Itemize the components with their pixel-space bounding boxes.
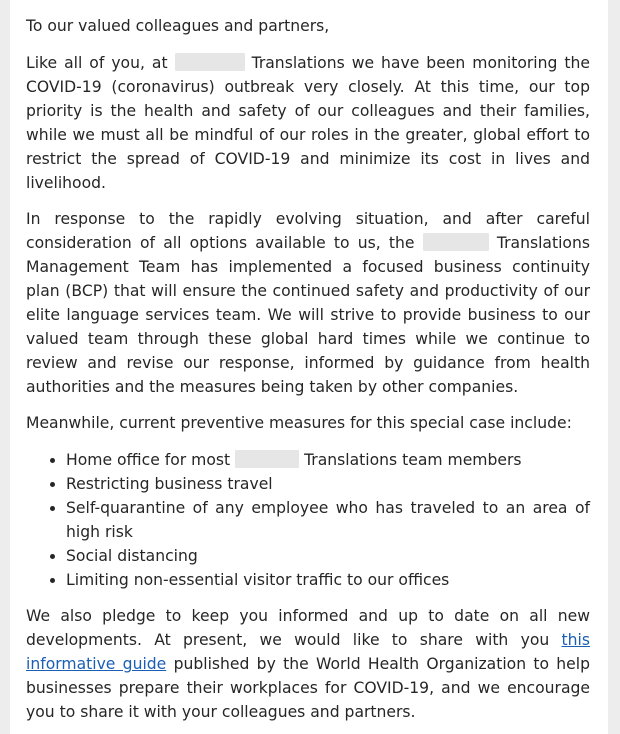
paragraph-text: Translations we have been monitoring the COVID-19 (coronavirus) outbreak very closely. At this time, our top priority is the health and safety of our colleagues and their families, while we must all be mindful of our roles in the greater, global effort to restrict the spread of COVID-19 and minimize its cost in lives and livelihood.: [26, 54, 590, 192]
paragraph-monitoring: [26, 51, 590, 195]
list-item-text: Translations team members: [304, 451, 522, 469]
list-item: • Social distancing: [66, 544, 590, 568]
paragraph-pledge: [26, 604, 590, 724]
email-body: [10, 0, 608, 734]
paragraph-response: [26, 207, 590, 399]
list-item-text: Home office for most: [66, 451, 231, 469]
redacted-company-name: [175, 53, 245, 71]
list-item: • Self-quarantine of any employee who has traveled to an area of high risk: [66, 496, 590, 544]
message-content: [26, 14, 590, 724]
redacted-company-name: [423, 233, 489, 251]
paragraph-measures-intro: Meanwhile, current preventive measures for this special case include:: [26, 414, 572, 432]
list-item: • Restricting business travel: [66, 472, 590, 496]
paragraph-text: We also pledge to keep you informed and up to date on all new developments. At present, we would like to share with you: [26, 607, 590, 649]
greeting: To our valued colleagues and partners,: [26, 17, 330, 35]
paragraph-text: Like all of you, at: [26, 54, 168, 72]
list-item: [66, 448, 590, 472]
measures-list: [26, 448, 590, 592]
paragraph-text: Translations Management Team has implemented a focused business continuity plan (BCP) that will ensure the continued safety and productivity of our elite language services team. We will strive to provide business to our valued team through these global hard times while we continue to review and revise our response, informed by guidance from health authorities and the measures being taken by other companies.: [26, 234, 590, 396]
list-item: • Limiting non-essential visitor traffic to our offices: [66, 568, 590, 592]
paragraph-text: published by the World Health Organization to help businesses prepare their workplaces for COVID-19, and we encourage you to share it with your colleagues and partners.: [26, 655, 590, 721]
redacted-company-name: [235, 450, 299, 468]
who-guide-link[interactable]: this informative guide: [26, 631, 590, 673]
paragraph-text: In response to the rapidly evolving situation, and after careful consideration of all options available to us, the: [26, 210, 590, 252]
